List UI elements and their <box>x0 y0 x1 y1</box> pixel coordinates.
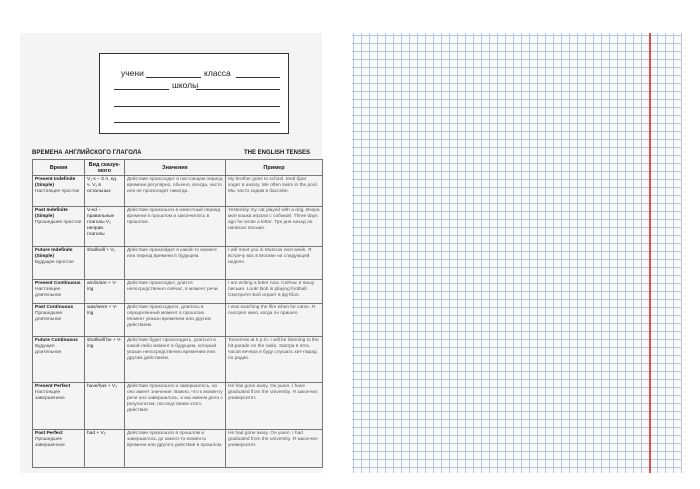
tense-name-ru: Прошедшее длительное <box>35 311 63 322</box>
school-line <box>196 89 280 90</box>
student-label: учени <box>121 68 144 78</box>
meaning-cell: Действие произошло в известный период времени в прошлом и закончилось в прошлом. <box>125 207 226 247</box>
table-row <box>33 207 323 247</box>
tense-name: Past Continuous <box>35 305 74 310</box>
tense-name-ru: Настоящее длительное <box>35 287 62 298</box>
tense-name-ru: Настоящее простое <box>35 189 80 194</box>
tense-cell <box>33 247 85 280</box>
class-label: класса <box>204 68 231 78</box>
tenses-title-en: THE ENGLISH TENSES <box>243 150 310 156</box>
table-row <box>33 176 323 207</box>
tense-name-ru: Будущее длительное <box>35 344 62 355</box>
tense-cell <box>33 176 85 207</box>
table-row <box>33 430 323 468</box>
form-cell: shall/will be + V-ing <box>85 337 125 383</box>
form-cell: had + V₃ <box>85 430 125 468</box>
header-form: Вид сказуе-мого <box>85 160 125 176</box>
blank-line <box>114 106 280 107</box>
header-meaning: Значение <box>125 160 226 176</box>
example-cell: I will meet you in Moscow next week. Я встречу вас в Москве на следующей неделе. <box>226 247 323 280</box>
tense-name: Past Indefinite (Simple) <box>35 208 68 219</box>
form-cell: V-ed – правильные глаголы V₂ неправ. глаголы <box>85 207 125 247</box>
header-tense: Время <box>33 160 85 176</box>
tense-name: Future Continuous <box>35 338 78 343</box>
example-cell: He had gone away. Он ушел. I had graduated from the university. Я закончил университет. <box>226 430 323 468</box>
form-cell: V₁-s – 3 л. ед. ч. V₁ в остальных <box>85 176 125 207</box>
tense-cell <box>33 280 85 304</box>
meaning-cell: Действие произошло и завершилось, но оно имеет значение. Важно, что к моменту речи оно завершилось, и мы имеем дело с результатом, последствием этого действия. <box>125 383 226 430</box>
tense-cell <box>33 207 85 247</box>
form-cell: shall/will + V₁ <box>85 247 125 280</box>
tense-name: Present Perfect <box>35 384 71 389</box>
meaning-cell: Действие произошло в прошлом и завершилось до какого-то момента времени или другого действия в прошлом. <box>125 430 226 468</box>
form-cell: was/were + V-ing <box>85 304 125 337</box>
meaning-cell: Действие происходило, длилось в определенный момент в прошлом. Момент указан временем или другим действием. <box>125 304 226 337</box>
form-cell: am/is/are + V-ing <box>85 280 125 304</box>
meaning-cell: Действие происходит в настоящем период времени регулярно, обычно, всегда, часто или не происходит никогда. <box>125 176 226 207</box>
right-grid-page <box>352 33 682 473</box>
tenses-table <box>32 159 323 468</box>
example-cell: I am writing a letter now. Сейчас я пишу письмо. Look! Bob is playing football. Смотрите! Боб играет в футбол. <box>226 280 323 304</box>
blank-line <box>114 122 280 123</box>
meaning-cell: Действие произойдет в какой-то момент или период времени в будущем. <box>125 247 226 280</box>
example-cell: He has gone away. Он ушел. I have graduated from the university. Я закончил университет. <box>226 383 323 430</box>
name-label-box <box>99 53 289 134</box>
table-row <box>33 337 323 383</box>
example-cell: Tomorrow at 5 p.m. I will be listening to the hit-parade on the radio. Завтра в пять часов вечера я буду слушать хит-парад по радио. <box>226 337 323 383</box>
tense-name: Future Indefinite (Simple) <box>35 248 73 259</box>
table-header-row <box>33 160 323 176</box>
left-cover-page <box>20 33 322 473</box>
meaning-cell: Действие происходит, длится непосредственно сейчас, в момент речи. <box>125 280 226 304</box>
tense-name-ru: Настоящее завершенное <box>35 390 65 401</box>
tense-name: Present Indefinite (Simple) <box>35 177 76 188</box>
table-row <box>33 304 323 337</box>
student-line <box>146 77 201 78</box>
tense-name-ru: Будущее простое <box>35 260 74 265</box>
table-row <box>33 247 323 280</box>
tense-name: Past Perfect <box>35 431 63 436</box>
tenses-title-ru: ВРЕМЕНА АНГЛИЙСКОГО ГЛАГОЛА <box>32 150 142 156</box>
header-example: Пример <box>226 160 323 176</box>
class-line <box>236 77 280 78</box>
example-cell: Yesterday my cat played with a dog. Вчера моя кошка играла с собакой. Three days ago he wrote a letter. Три дня назад он написал письмо. <box>226 207 323 247</box>
tense-name-ru: Прошедшее завершенное <box>35 437 65 448</box>
table-row <box>33 383 323 430</box>
tense-cell <box>33 304 85 337</box>
example-cell: I was watching the film when he came. Я смотрел кино, когда он пришел. <box>226 304 323 337</box>
tense-cell <box>33 337 85 383</box>
margin-line <box>649 33 651 473</box>
example-cell: My brother goes to school. Мой брат ходит в школу. We often swim in the pool. Мы часто ходим в бассейн. <box>226 176 323 207</box>
meaning-cell: Действие будет происходить, длиться в какой-либо момент в будущем, который указан непосредственно временем или другим действием. <box>125 337 226 383</box>
form-cell: have/has + V₃ <box>85 383 125 430</box>
school-label: школы <box>172 80 199 90</box>
tense-name-ru: Прошедшее простое <box>35 220 82 225</box>
tense-cell <box>33 383 85 430</box>
table-body <box>33 176 323 468</box>
table-row <box>33 280 323 304</box>
blank-line <box>114 89 169 90</box>
tense-cell <box>33 430 85 468</box>
tense-name: Present Continuous <box>35 281 81 286</box>
